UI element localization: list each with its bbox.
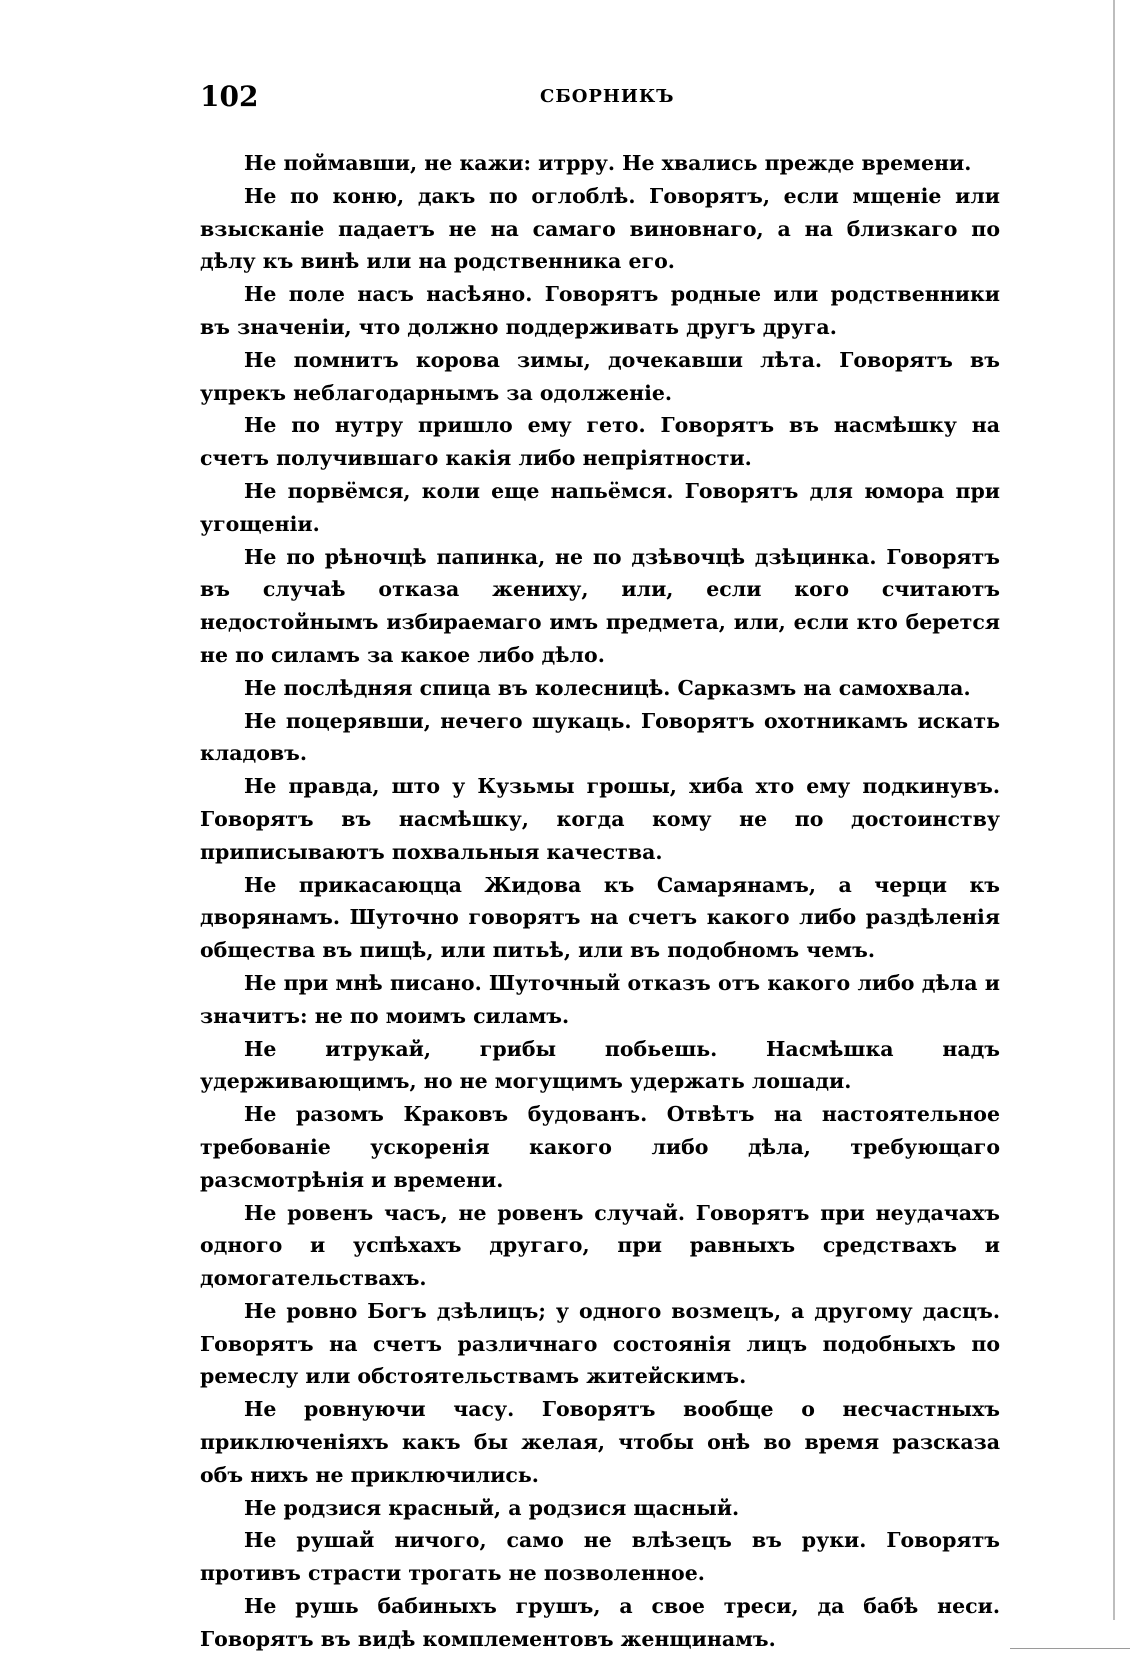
proverb-entry: Не послѣдняя спица въ колесницѣ. Сарказмъ на самохвала. bbox=[244, 675, 971, 700]
proverb-entry: Не правда, што у Кузьмы грошы, хиба хто ему подкинувъ. Говорятъ въ насмѣшку, когда кому не по достоинству приписываютъ похвальныя качества. bbox=[200, 774, 1000, 864]
proverb-entry: Не поймавши, не кажи: итрру. Не хвались прежде времени. bbox=[244, 151, 972, 175]
proverb-list bbox=[200, 147, 1000, 1656]
proverb-entry: Не порвёмся, коли еще напьёмся. Говорятъ для юмора при угощеніи. bbox=[200, 478, 1000, 536]
proverb-entry: Не ровенъ часъ, не ровенъ случай. Говорятъ при неудачахъ одного и успѣхахъ другаго, при равныхъ средствахъ и домогательствахъ. bbox=[200, 1200, 1000, 1291]
proverb-entry: Не поле насъ насѣяно. Говорятъ родные или родственники въ значеніи, что должно поддерживать другъ друга. bbox=[200, 282, 1000, 339]
proverb-entry: Не по рѣночцѣ папинка, не по дзѣвочцѣ дзѣцинка. Говорятъ въ случаѣ отказа жениху, или, если кого считаютъ недостойнымъ избираемаго имъ предмета, или, если кто берется не по силамъ за какое либо дѣло. bbox=[200, 544, 1000, 667]
proverb-entry: Не по нутру пришло ему гето. Говорятъ въ насмѣшку на счетъ получившаго какія либо непріятности. bbox=[200, 413, 1000, 471]
page-edge-line bbox=[1113, 0, 1115, 1620]
proverb-entry: Не по коню, дакъ по оглоблѣ. Говорятъ, если мщеніе или взысканіе падаетъ не на самаго виновнаго, а на близкаго по дѣлу къ винѣ или на родственника его. bbox=[200, 183, 1000, 274]
proverb-entry: Не поцерявши, нечего шукаць. Говорятъ охотникамъ искать кладовъ. bbox=[200, 708, 1000, 766]
proverb-entry: Не итрукай, грибы побьешь. Насмѣшка надъ удерживающимъ, но не могущимъ удержать лошади. bbox=[200, 1036, 1000, 1094]
running-head: СБОРНИКЪ bbox=[540, 86, 675, 107]
proverb-entry: Не рушай ничого, само не влѣзецъ въ руки. Говорятъ противъ страсти трогать не позволенное. bbox=[200, 1528, 1000, 1586]
proverb-entry: Не родзися красный, а родзися щасный. bbox=[244, 1495, 740, 1520]
proverb-entry: Не ровно Богъ дзѣлицъ; у одного возмецъ, а другому дасцъ. Говорятъ на счетъ различнаго состоянія лицъ подобныхъ по ремеслу или обстоятельствамъ житейскимъ. bbox=[200, 1298, 1000, 1389]
proverb-entry: Не помнитъ корова зимы, дочекавши лѣта. Говорятъ въ упрекъ неблагодарнымъ за одолженіе. bbox=[200, 347, 1000, 405]
proverb-entry: Не при мнѣ писано. Шуточный отказъ отъ какого либо дѣла и значитъ: не по моимъ силамъ. bbox=[200, 970, 1000, 1028]
proverb-entry: Не ровнуючи часу. Говорятъ вообще о несчастныхъ приключеніяхъ какъ бы желая, чтобы онѣ во время разсказа объ нихъ не приключились. bbox=[200, 1397, 1000, 1487]
page-number: 102 bbox=[200, 80, 259, 113]
proverb-entry: Не рушь бабиныхъ грушъ, а свое треси, да бабѣ неси. Говорятъ въ видѣ комплементовъ женщинамъ. bbox=[200, 1594, 1000, 1651]
proverb-entry: Не разомъ Краковъ будованъ. Отвѣтъ на настоятельное требованіе ускоренія какого либо дѣла, требующаго разсмотрѣнія и времени. bbox=[200, 1102, 1000, 1192]
bottom-edge-line bbox=[1010, 1648, 1130, 1649]
proverb-entry: Не прикасаюцца Жидова къ Самарянамъ, а черци къ дворянамъ. Шуточно говорятъ на счетъ какого либо раздѣленія общества въ пищѣ, или питьѣ, или въ подобномъ чемъ. bbox=[200, 872, 1000, 963]
